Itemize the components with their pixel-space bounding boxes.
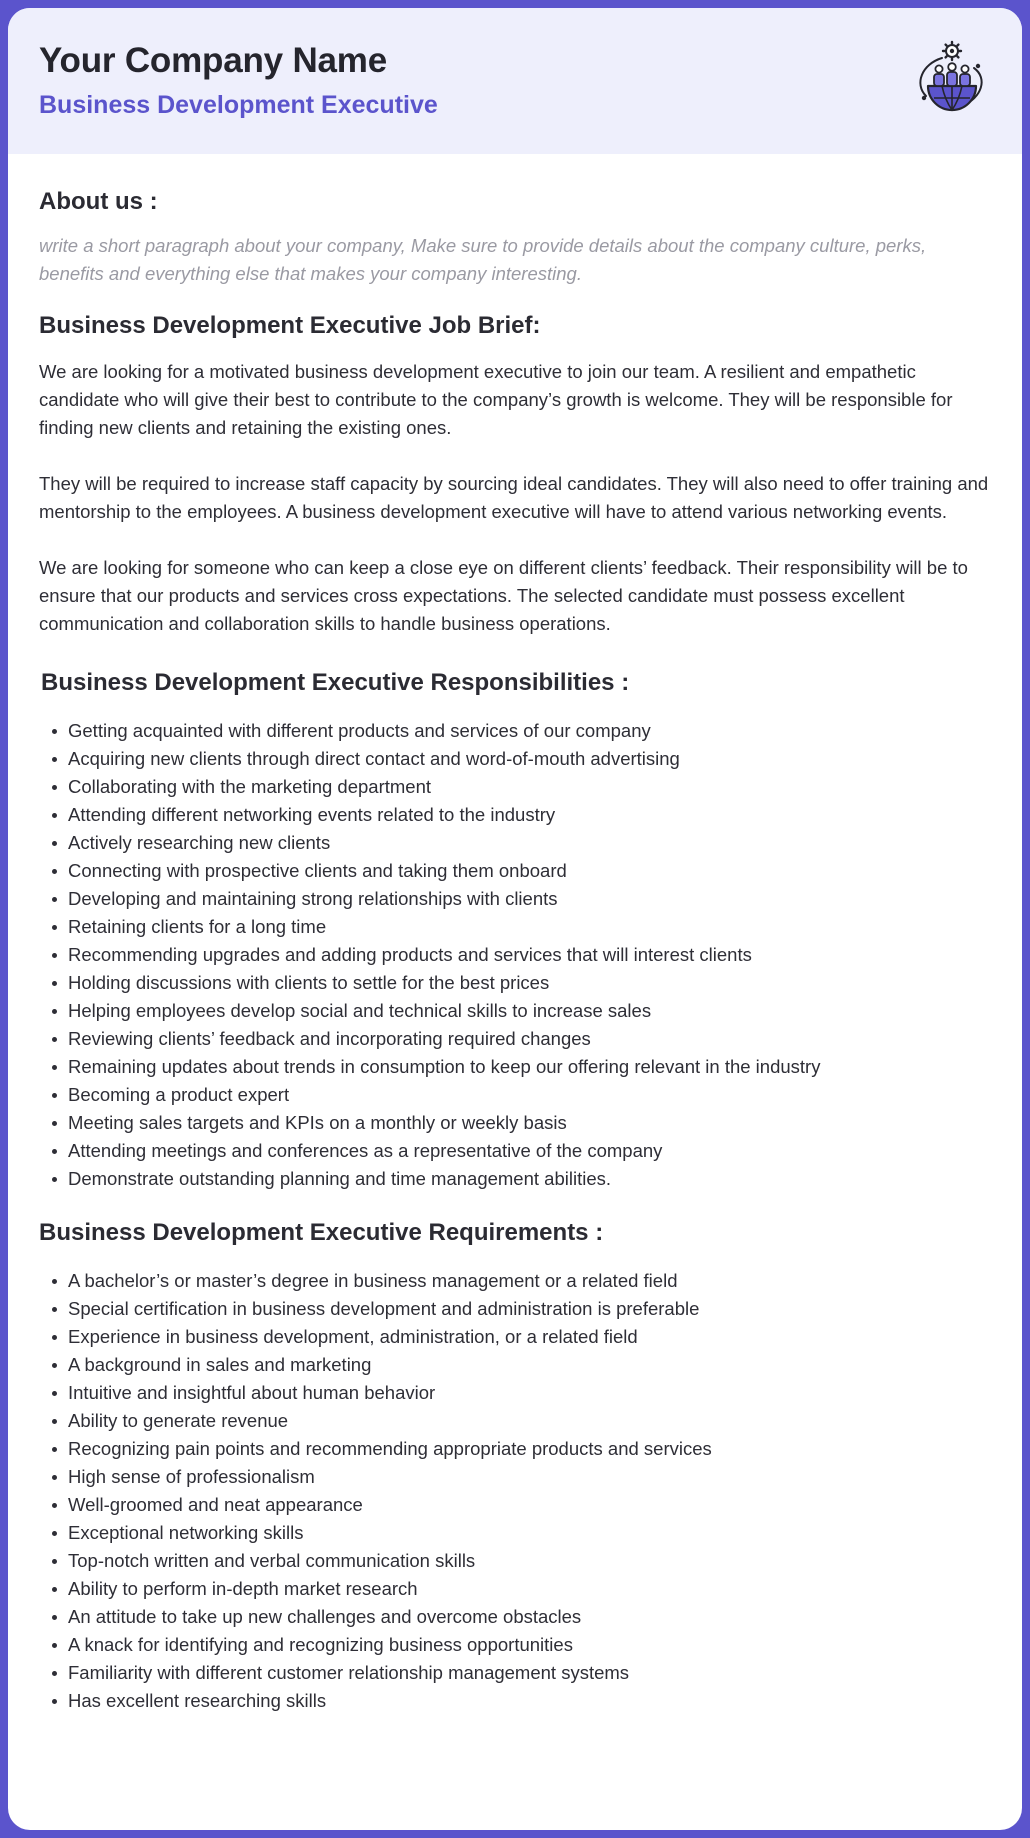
responsibilities-heading: Business Development Executive Responsibilities : bbox=[41, 669, 630, 696]
responsibilities-list bbox=[39, 717, 991, 1193]
job-title: Business Development Executive bbox=[39, 91, 438, 119]
list-item: Attending different networking events related to the industry bbox=[39, 801, 991, 829]
about-text: write a short paragraph about your company, Make sure to provide details about the company culture, perks, benefits and everything else that makes your company interesting. bbox=[39, 235, 927, 284]
list-item: A knack for identifying and recognizing business opportunities bbox=[39, 1631, 991, 1659]
list-item: Holding discussions with clients to settle for the best prices bbox=[39, 969, 991, 997]
list-item: A bachelor’s or master’s degree in business management or a related field bbox=[39, 1267, 991, 1295]
list-item: Has excellent researching skills bbox=[39, 1687, 991, 1715]
company-name: Your Company Name bbox=[39, 41, 387, 80]
list-item: Top-notch written and verbal communication skills bbox=[39, 1547, 991, 1575]
list-item: Retaining clients for a long time bbox=[39, 913, 991, 941]
job-brief-paragraph: They will be required to increase staff capacity by sourcing ideal candidates. They will also need to offer training and mentorship to the employees. A business development executive will have to attend various networking events. bbox=[39, 473, 989, 522]
list-item: An attitude to take up new challenges and overcome obstacles bbox=[39, 1603, 991, 1631]
about-heading: About us : bbox=[39, 188, 158, 215]
list-item: Helping employees develop social and technical skills to increase sales bbox=[39, 997, 991, 1025]
list-item: Actively researching new clients bbox=[39, 829, 991, 857]
list-item: Connecting with prospective clients and taking them onboard bbox=[39, 857, 991, 885]
header bbox=[8, 8, 1022, 154]
globe-team-gear-icon bbox=[912, 40, 992, 120]
list-item: Familiarity with different customer relationship management systems bbox=[39, 1659, 991, 1687]
list-item: Meeting sales targets and KPIs on a monthly or weekly basis bbox=[39, 1109, 991, 1137]
content bbox=[8, 187, 1022, 1715]
list-item: Ability to generate revenue bbox=[39, 1407, 991, 1435]
list-item: Recommending upgrades and adding products and services that will interest clients bbox=[39, 941, 991, 969]
job-brief-heading: Business Development Executive Job Brief: bbox=[39, 312, 541, 339]
job-brief-paragraph: We are looking for someone who can keep a close eye on different clients’ feedback. Their responsibility will be to ensure that our products and services cross expectations. The selected candidate must possess excellent communication and collaboration skills to handle business operations. bbox=[39, 557, 968, 634]
list-item: Demonstrate outstanding planning and time management abilities. bbox=[39, 1165, 991, 1193]
list-item: Collaborating with the marketing department bbox=[39, 773, 991, 801]
list-item: Developing and maintaining strong relationships with clients bbox=[39, 885, 991, 913]
list-item: Reviewing clients’ feedback and incorporating required changes bbox=[39, 1025, 991, 1053]
list-item: Acquiring new clients through direct contact and word-of-mouth advertising bbox=[39, 745, 991, 773]
list-item: Experience in business development, administration, or a related field bbox=[39, 1323, 991, 1351]
list-item: Attending meetings and conferences as a representative of the company bbox=[39, 1137, 991, 1165]
requirements-list bbox=[39, 1267, 991, 1715]
list-item: Special certification in business development and administration is preferable bbox=[39, 1295, 991, 1323]
list-item: Well-groomed and neat appearance bbox=[39, 1491, 991, 1519]
job-brief-paragraph: We are looking for a motivated business development executive to join our team. A resilient and empathetic candidate who will give their best to contribute to the company’s growth is welcome. They will be responsible for finding new clients and retaining the existing ones. bbox=[39, 361, 953, 438]
list-item: Becoming a product expert bbox=[39, 1081, 991, 1109]
list-item: A background in sales and marketing bbox=[39, 1351, 991, 1379]
list-item: Ability to perform in-depth market research bbox=[39, 1575, 991, 1603]
list-item: Intuitive and insightful about human behavior bbox=[39, 1379, 991, 1407]
list-item: High sense of professionalism bbox=[39, 1463, 991, 1491]
job-description-card bbox=[8, 8, 1022, 1830]
list-item: Recognizing pain points and recommending appropriate products and services bbox=[39, 1435, 991, 1463]
requirements-heading: Business Development Executive Requirements : bbox=[39, 1219, 604, 1246]
list-item: Remaining updates about trends in consumption to keep our offering relevant in the industry bbox=[39, 1053, 991, 1081]
list-item: Exceptional networking skills bbox=[39, 1519, 991, 1547]
list-item: Getting acquainted with different products and services of our company bbox=[39, 717, 991, 745]
